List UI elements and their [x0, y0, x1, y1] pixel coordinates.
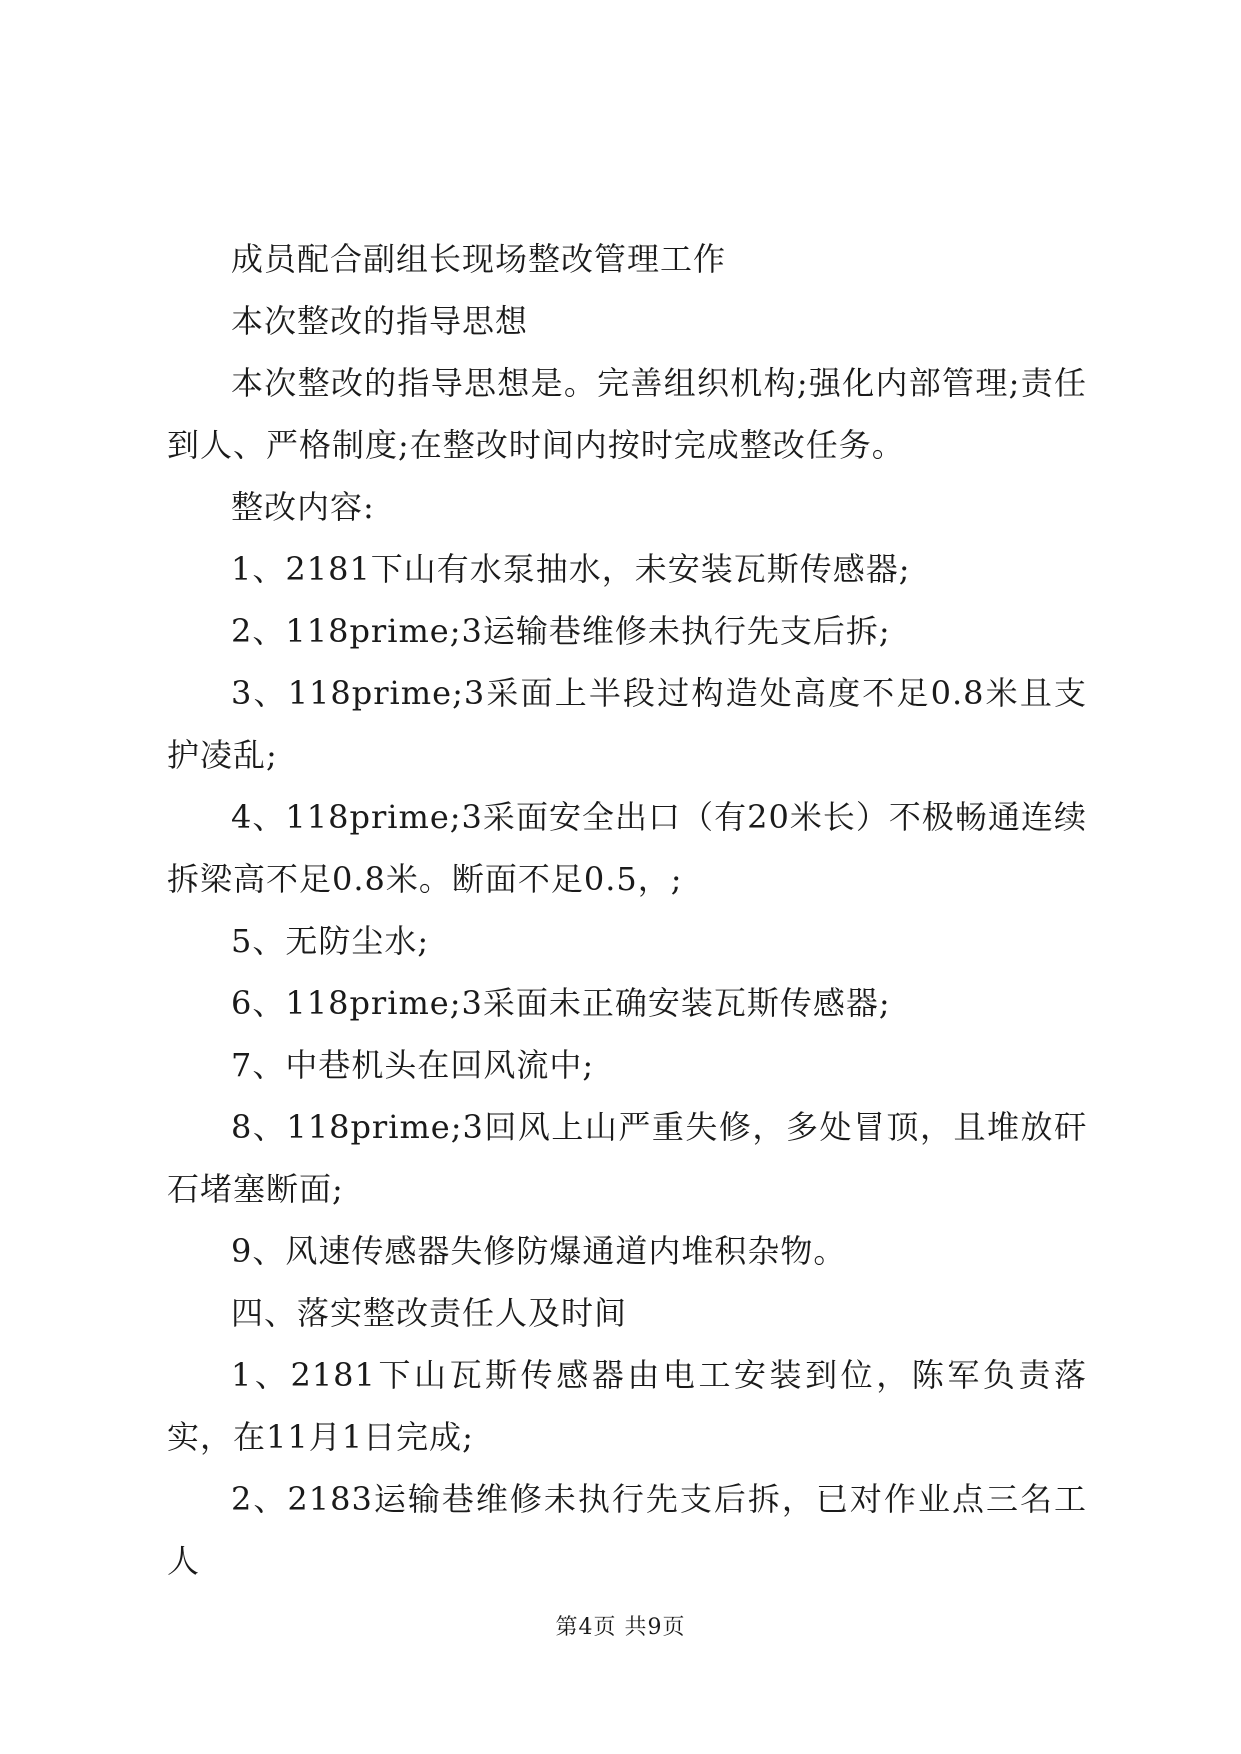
list-item: 2、2183运输巷维修未执行先支后拆，已对作业点三名工人 — [167, 1480, 1087, 1580]
section-heading: 四、落实整改责任人及时间 — [231, 1294, 628, 1332]
list-item: 9、风速传感器失修防爆通道内堆积杂物。 — [231, 1232, 847, 1270]
section-heading: 本次整改的指导思想 — [231, 302, 529, 340]
list-item: 1、2181下山有水泵抽水，未安装瓦斯传感器; — [231, 550, 911, 588]
paragraph: 本次整改的指导思想是。完善组织机构;强化内部管理;责任到人、严格制度;在整改时间内按时完成整改任务。 — [167, 364, 1087, 464]
page-footer: 第4页 共9页 — [555, 1615, 686, 1640]
list-item: 1、2181下山瓦斯传感器由电工安装到位，陈军负责落实，在11月1日完成; — [167, 1356, 1087, 1456]
list-item: 4、118prime;3采面安全出口（有20米长）不极畅通连续拆梁高不足0.8米。断面不足0.5，; — [167, 798, 1087, 898]
paragraph: 成员配合副组长现场整改管理工作 — [231, 240, 727, 278]
section-heading: 整改内容: — [231, 488, 375, 526]
list-item: 3、118prime;3采面上半段过构造处高度不足0.8米且支护凌乱; — [167, 674, 1087, 774]
list-item: 2、118prime;3运输巷维修未执行先支后拆; — [231, 612, 891, 650]
list-item: 7、中巷机头在回风流中; — [231, 1046, 595, 1084]
list-item: 5、无防尘水; — [231, 922, 430, 960]
document-body — [167, 228, 1087, 1592]
list-item: 6、118prime;3采面未正确安装瓦斯传感器; — [231, 984, 891, 1022]
list-item: 8、118prime;3回风上山严重失修，多处冒顶，且堆放矸石堵塞断面; — [167, 1108, 1087, 1208]
